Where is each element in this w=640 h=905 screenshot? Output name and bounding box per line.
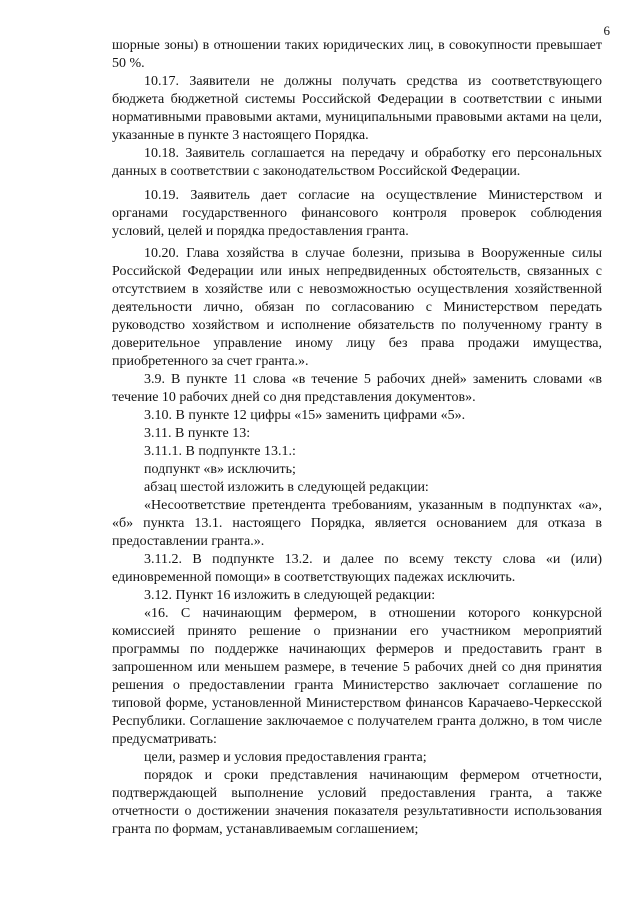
paragraph-goals: цели, размер и условия предоставления гранта; <box>144 750 427 765</box>
document-body <box>112 37 602 839</box>
paragraph-3-11-2: 3.11.2. В подпункте 13.2. и далее по всему тексту слова «и (или) единовременной помощи» в соответствующих падежах исключить. <box>112 552 602 585</box>
paragraph-3-11: 3.11. В пункте 13: <box>144 426 251 441</box>
paragraph-10-17: 10.17. Заявители не должны получать средства из соответствующего бюджета бюджетной системы Российской Федерации в соответствии с иными нормативными правовыми актами, муниципальными правовыми актами на цели, указанные в пункте 3 настоящего Порядка. <box>112 74 602 143</box>
paragraph-subpoint-v: подпункт «в» исключить; <box>144 462 296 477</box>
paragraph-10-18: 10.18. Заявитель соглашается на передачу и обработку его персональных данных в соответствии с законодательством Российской Федерации. <box>112 146 602 179</box>
paragraph-10-20: 10.20. Глава хозяйства в случае болезни, призыва в Вооруженные силы Российской Федерации или иных непредвиденных обстоятельств, связанных с отсутствием в хозяйстве или с невозможностью осуществления хозяйственной деятельности лично, обязан по согласованию с Министерством передать руководство хозяйством и исполнение обязательств по полученному гранту в доверительное управление иному лицу без права продажи имущества, приобретенного за счет гранта.». <box>112 246 602 369</box>
paragraph-3-9: 3.9. В пункте 11 слова «в течение 5 рабочих дней» заменить словами «в течение 10 рабочих дней со дня представления документов». <box>112 372 602 405</box>
paragraph-quote-nesootvetstvie: «Несоответствие претендента требованиям, указанным в подпунктах «а», «б» пункта 13.1. настоящего Порядка, является основанием для отказа в предоставлении гранта.». <box>112 498 602 549</box>
paragraph-3-10: 3.10. В пункте 12 цифры «15» заменить цифрами «5». <box>144 408 466 423</box>
paragraph-continuation: шорные зоны) в отношении таких юридических лиц, в совокупности превышает 50 %. <box>112 38 602 71</box>
paragraph-3-12: 3.12. Пункт 16 изложить в следующей редакции: <box>144 588 436 603</box>
paragraph-10-19: 10.19. Заявитель дает согласие на осуществление Министерством и органами государственного финансового контроля проверок соблюдения условий, целей и порядка предоставления гранта. <box>112 188 602 239</box>
paragraph-3-11-1: 3.11.1. В подпункте 13.1.: <box>144 444 296 459</box>
paragraph-reporting: порядок и сроки представления начинающим фермером отчетности, подтверждающей выполнение условий предоставления гранта, а также отчетности о достижении значения показателя результативности использования гранта по формам, устанавливаемым соглашением; <box>112 768 602 837</box>
paragraph-abzac-6: абзац шестой изложить в следующей редакции: <box>144 480 429 495</box>
paragraph-16: «16. С начинающим фермером, в отношении которого конкурсной комиссией принято решение о признании его участником мероприятий программы по поддержке начинающих фермеров и предоставить грант в запрошенном или меньшем размере, в течение 5 рабочих дней со дня принятия решения о предоставлении гранта Министерство заключает соглашение по типовой форме, установленной Министерством финансов Карачаево-Черкесской Республики. Соглашение заключаемое с получателем гранта должно, в том числе предусматривать: <box>112 606 602 747</box>
page-number: 6 <box>603 23 610 38</box>
